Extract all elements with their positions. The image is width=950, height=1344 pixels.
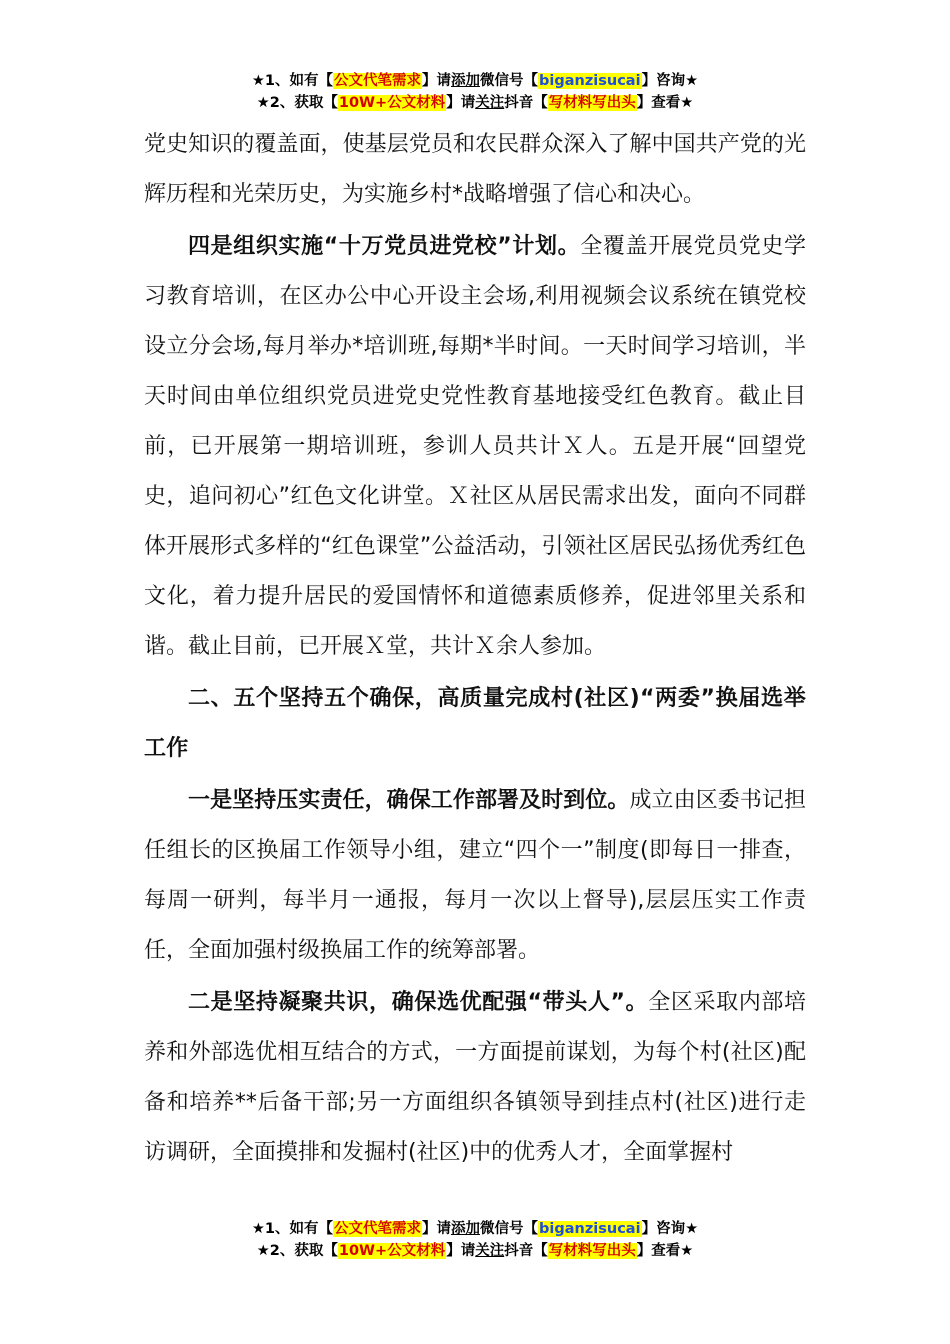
paragraph-2-lead: 四是组织实施“十万党员进党校”计划。 [188,234,581,259]
banner-text: 】请 [422,73,452,89]
paragraph-4 [144,978,806,1178]
highlight-wechat-id: biganzisucai [539,1221,641,1237]
highlight-service: 公文代笔需求 [334,73,422,89]
paragraph-3-body: 成立由区委书记担任组长的区换届工作领导小组，建立“四个一”制度(即每日一排查，每周一研判，每半月一通报，每月一次以上督导),层层压实工作责任，全面加强村级换届工作的统筹部署。 [144,788,806,963]
section-heading-2: 二、五个坚持五个确保，高质量完成村(社区)“两委”换届选举工作 [144,686,806,761]
header-banner-line2 [0,92,950,114]
paragraph-4-body: 全区采取内部培养和外部选优相互结合的方式，一方面提前谋划，为每个村(社区)配备和培养**后备干部;另一方面组织各镇领导到挂点村(社区)进行走访调研，全面摸排和发掘村(社区)中的优秀人才，全面掌握村 [144,990,806,1165]
paragraph-3-lead: 一是坚持压实责任，确保工作部署及时到位。 [188,788,630,813]
banner-underline-text: 关注 [475,95,505,111]
banner-text: ★1、如有【 [251,1221,334,1237]
footer-banner [0,1218,950,1262]
paragraph-2-body: 全覆盖开展党员党史学习教育培训，在区办公中心开设主会场,利用视频会议系统在镇党校设立分会场,每月举办*培训班,每期*半时间。一天时间学习培训，半天时间由单位组织党员进党史党性教育基地接受红色教育。截止目前，已开展第一期培训班，参训人员共计Ｘ人。五是开展“回望党史，追问初心”红色文化讲堂。Ｘ社区从居民需求出发，面向不同群体开展形式多样的“红色课堂”公益活动，引领社区居民弘扬优秀红色文化，着力提升居民的爱国情怀和道德素质修养，促进邻里关系和谐。截止目前，已开展Ｘ堂，共计Ｘ余人参加。 [144,234,806,659]
banner-text: 】咨询★ [641,1221,699,1237]
banner-text: 微信号【 [480,1221,539,1237]
banner-text: 】请 [422,1221,452,1237]
banner-underline-text: 添加 [451,73,481,89]
footer-banner-line1 [0,1218,950,1240]
highlight-wechat-id: biganzisucai [539,73,641,89]
paragraph-1: 党史知识的覆盖面，使基层党员和农民群众深入了解中国共产党的光辉历程和光荣历史，为实施乡村*战略增强了信心和决心。 [144,132,806,207]
banner-text: 微信号【 [480,73,539,89]
highlight-douyin: 写材料写出头 [548,1243,636,1259]
banner-text: 】请 [446,1243,476,1259]
banner-text: 】查看★ [636,1243,694,1259]
banner-text: ★2、获取【 [256,1243,338,1259]
footer-banner-line2 [0,1240,950,1262]
banner-text: 】咨询★ [641,73,699,89]
highlight-materials: 10W+公文材料 [338,95,446,111]
banner-text: 】查看★ [636,95,694,111]
banner-text: 抖音【 [504,95,548,111]
banner-text: 抖音【 [504,1243,548,1259]
banner-underline-text: 添加 [451,1221,481,1237]
banner-text: ★1、如有【 [251,73,334,89]
document-body [144,120,806,1178]
highlight-materials: 10W+公文材料 [338,1243,446,1259]
banner-text: ★2、获取【 [256,95,338,111]
banner-underline-text: 关注 [475,1243,505,1259]
banner-text: 】请 [446,95,476,111]
header-banner [0,70,950,114]
paragraph-4-lead: 二是坚持凝聚共识，确保选优配强“带头人”。 [188,990,649,1015]
paragraph-3 [144,776,806,976]
paragraph-2 [144,222,806,672]
highlight-douyin: 写材料写出头 [548,95,636,111]
highlight-service: 公文代笔需求 [334,1221,422,1237]
header-banner-line1 [0,70,950,92]
